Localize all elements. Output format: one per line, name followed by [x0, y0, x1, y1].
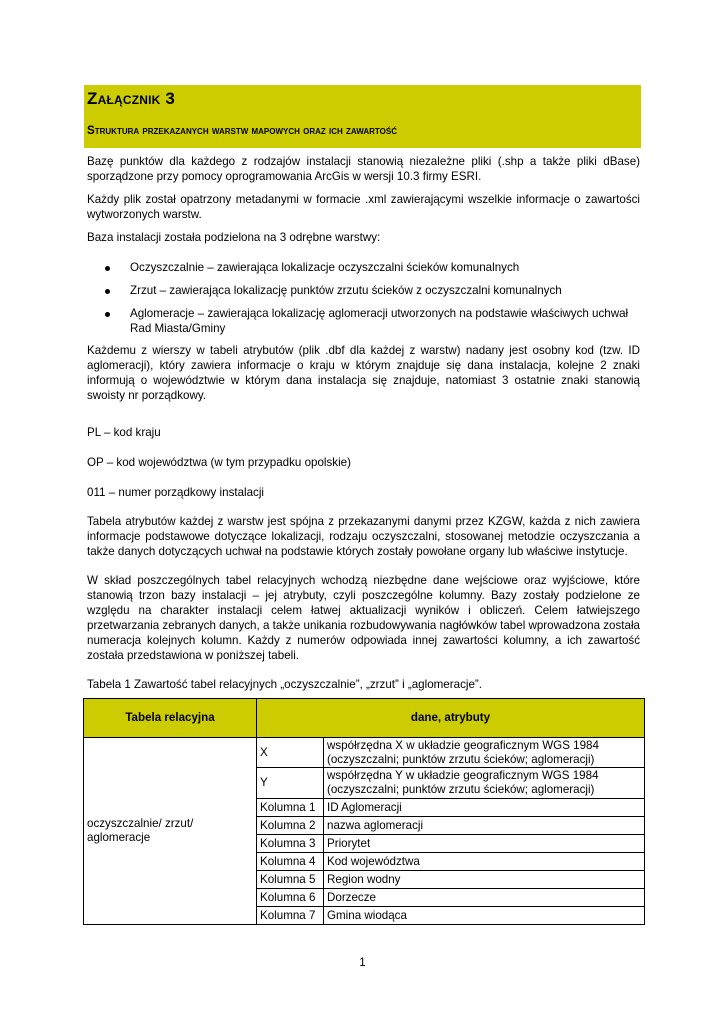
attribute-value: nazwa aglomeracji — [324, 817, 645, 835]
paragraph-id-code: Każdemu z wierszy w tabeli atrybutów (plik .dbf dla każdej z warstw) nadany jest osobny kod (tzw. ID aglomeracji), który zawiera informacje o kraju w którym znajduje się dana instalacja, kolejne 2 znaki informują o województwie w którym dana instalacja się znajduje, natomiast 3 ostatnie znaki stanowią swoisty nr porządkowy. — [87, 344, 640, 402]
attribute-key: Kolumna 3 — [257, 835, 324, 853]
bullet-icon — [105, 266, 110, 271]
code-voivodeship: OP – kod województwa (w tym przypadku opolskie) — [87, 456, 351, 469]
attribute-key: Kolumna 2 — [257, 817, 324, 835]
attribute-key: Y — [257, 768, 324, 799]
section-title: Struktura przekazanych warstw mapowych oraz ich zawartość — [87, 124, 398, 137]
paragraph-intro: Bazę punktów dla każdego z rodzajów instalacji stanowią niezależne pliki (.shp a także pliki dBase) sporządzone przy pomocy oprogramowania ArcGis w wersji 10.3 firmy ESRI. — [87, 155, 640, 183]
paragraph-attributes: Tabela atrybutów każdej z warstw jest spójna z przekazanymi danymi przez KZGW, każda z nich zawiera informacje podstawowe dotyczące lokalizacji, rodzaju oczyszczalni, stosowanej metodzie oczyszczania a także danych dotyczących uchwał na podstawie których zostały powołane organy lub właściwe instytucje. — [87, 515, 640, 558]
table-header-row — [84, 699, 645, 738]
annex-title: Załącznik 3 — [87, 89, 176, 108]
table-row — [84, 738, 645, 768]
table-caption: Tabela 1 Zawartość tabel relacyjnych „oczyszczalnie”, „zrzut” i „aglomeracje”. — [87, 678, 482, 691]
list-item-text: Oczyszczalnie – zawierająca lokalizacje oczyszczalni ścieków komunalnych — [130, 261, 520, 274]
attribute-key: Kolumna 1 — [257, 799, 324, 817]
paragraph-metadata: Każdy plik został opatrzony metadanymi w formacie .xml zawierającymi wszelkie informacje o zawartości wytworzonych warstw. — [87, 193, 640, 221]
attribute-value: współrzędna X w układzie geograficznym WGS 1984 (oczyszczalni; punktów zrzutu ścieków; aglomeracji) — [324, 738, 645, 768]
paragraph-layers-intro: Baza instalacji została podzielona na 3 odrębne warstwy: — [87, 231, 381, 244]
attribute-key: X — [257, 738, 324, 768]
list-item-text: Aglomeracje – zawierająca lokalizację aglomeracji utworzonych na podstawie właściwych uchwał Rad Miasta/Gminy — [130, 307, 629, 335]
attribute-key: Kolumna 7 — [257, 907, 324, 925]
attributes-table — [83, 698, 645, 925]
header-relational-table: Tabela relacyjna — [84, 699, 257, 738]
attribute-key: Kolumna 6 — [257, 889, 324, 907]
list-item-text: Zrzut – zawierająca lokalizację punktów zrzutu ścieków z oczyszczalni komunalnych — [130, 284, 562, 297]
bullet-icon — [105, 289, 110, 294]
header-data-attributes: dane, atrybuty — [257, 699, 645, 738]
attribute-value: współrzędna Y w układzie geograficznym WGS 1984 (oczyszczalni; punktów zrzutu ścieków; aglomeracji) — [324, 768, 645, 799]
attribute-value: Region wodny — [324, 871, 645, 889]
attribute-value: ID Aglomeracji — [324, 799, 645, 817]
code-number: 011 – numer porządkowy instalacji — [87, 486, 265, 499]
attribute-value: Dorzecze — [324, 889, 645, 907]
relational-table-name: oczyszczalnie/ zrzut/ aglomeracje — [84, 738, 257, 925]
code-country: PL – kod kraju — [87, 426, 161, 439]
attribute-value: Priorytet — [324, 835, 645, 853]
attribute-value: Kod województwa — [324, 853, 645, 871]
paragraph-relational: W skład poszczególnych tabel relacyjnych wchodzą niezbędne dane wejściowe oraz wyjściowe, które stanowią trzon bazy instalacji – jej atrybuty, czyli poszczególne kolumny. Bazy zostały podzielone ze względu na charakter instalacji celem łatwej aktualizacji wyników i obliczeń. Celem łatwiejszego przetwarzania zebranych danych, a także unikania rozbudowywania nagłówków tabel wprowadzona została numeracja kolejnych kolumn. Każdy z numerów odpowiada innej zawartości kolumny, a ich zawartość została przedstawiona w poniższej tabeli. — [87, 574, 640, 662]
attribute-key: Kolumna 4 — [257, 853, 324, 871]
page-number: 1 — [359, 956, 366, 969]
bullet-icon — [105, 312, 110, 317]
attribute-key: Kolumna 5 — [257, 871, 324, 889]
attribute-value: Gmina wiodąca — [324, 907, 645, 925]
